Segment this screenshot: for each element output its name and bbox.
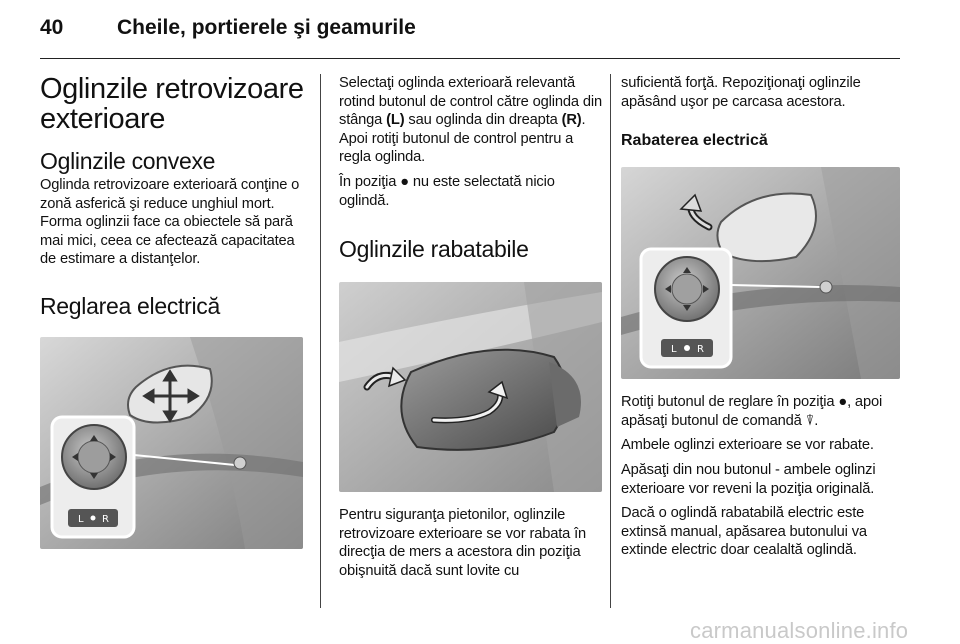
power-fold-heading: Rabaterea electrică — [621, 132, 768, 150]
convex-heading: Oglinzile convexe — [40, 148, 216, 174]
manual-extend-text: Dacă o oglindă rabatabilă electric este extinsă manual, apăsarea butonului va extinde electric doar cealaltă oglindă. — [621, 505, 867, 559]
select-mirror-text: Selectaţi oglinda exterioară relevantă rotind butonul de control către oglinda din stânga (L) sau oglinda din dreapta (R). Apoi rotiţi butonul de control pentru a regla oglinda. — [339, 75, 603, 166]
section-title: Oglinzile retrovizoare exterioare — [40, 73, 304, 135]
folding-mirror-illustration — [339, 282, 602, 492]
no-mirror-text: În poziţia ● nu este selectată nicio oglindă. — [339, 173, 555, 209]
adjust-heading: Reglarea electrică — [40, 292, 220, 319]
column-divider-2 — [610, 74, 611, 608]
chapter-title: Cheile, portierele şi geamurile — [117, 16, 416, 39]
column-divider-1 — [320, 74, 321, 608]
press-again-text: Apăsaţi din nou butonul - ambele oglinzi exterioare vor reveni la poziţia originală. — [621, 461, 876, 497]
page-number: 40 — [40, 16, 64, 39]
switch-label-r: R — [697, 344, 704, 356]
watermark: carmanualsonline.info — [690, 618, 909, 643]
column-3 — [621, 74, 906, 560]
both-fold-text: Ambele oglinzi exterioare se vor rabate. — [621, 437, 874, 454]
power-fold-illustration — [621, 167, 900, 379]
header-rule — [40, 58, 900, 59]
switch-label-l: L — [78, 513, 84, 525]
rotate-knob-text: Rotiţi butonul de reglare în poziţia ●, apoi apăsaţi butonul de comandă ⍒. — [621, 394, 883, 429]
fold-text: Pentru siguranţa pietonilor, oglinzile retrovizoare exterioare se vor rabata în direcţia de mers a acestora din poziţia obişnuită dacă sunt lovite cu — [339, 507, 587, 579]
switch-label-r: R — [102, 513, 109, 525]
fold-heading: Oglinzile rabatabile — [339, 236, 529, 263]
column-2 — [339, 74, 607, 581]
column-1 — [40, 74, 308, 549]
mirror-adjust-illustration — [40, 337, 303, 549]
switch-label-l: L — [671, 344, 677, 356]
fold-continued-text: suficientă forţă. Repoziţionaţi oglinzile apăsând uşor pe carcasa acestora. — [621, 75, 861, 110]
convex-text: Oglinda retrovizoare exterioară conţine o zonă asferică şi reduce unghiul mort. Forma oglinzii face ca obiectele să pară mai mici, ceea ce afectează capacitatea de estimare a distanţelor. — [40, 177, 300, 268]
